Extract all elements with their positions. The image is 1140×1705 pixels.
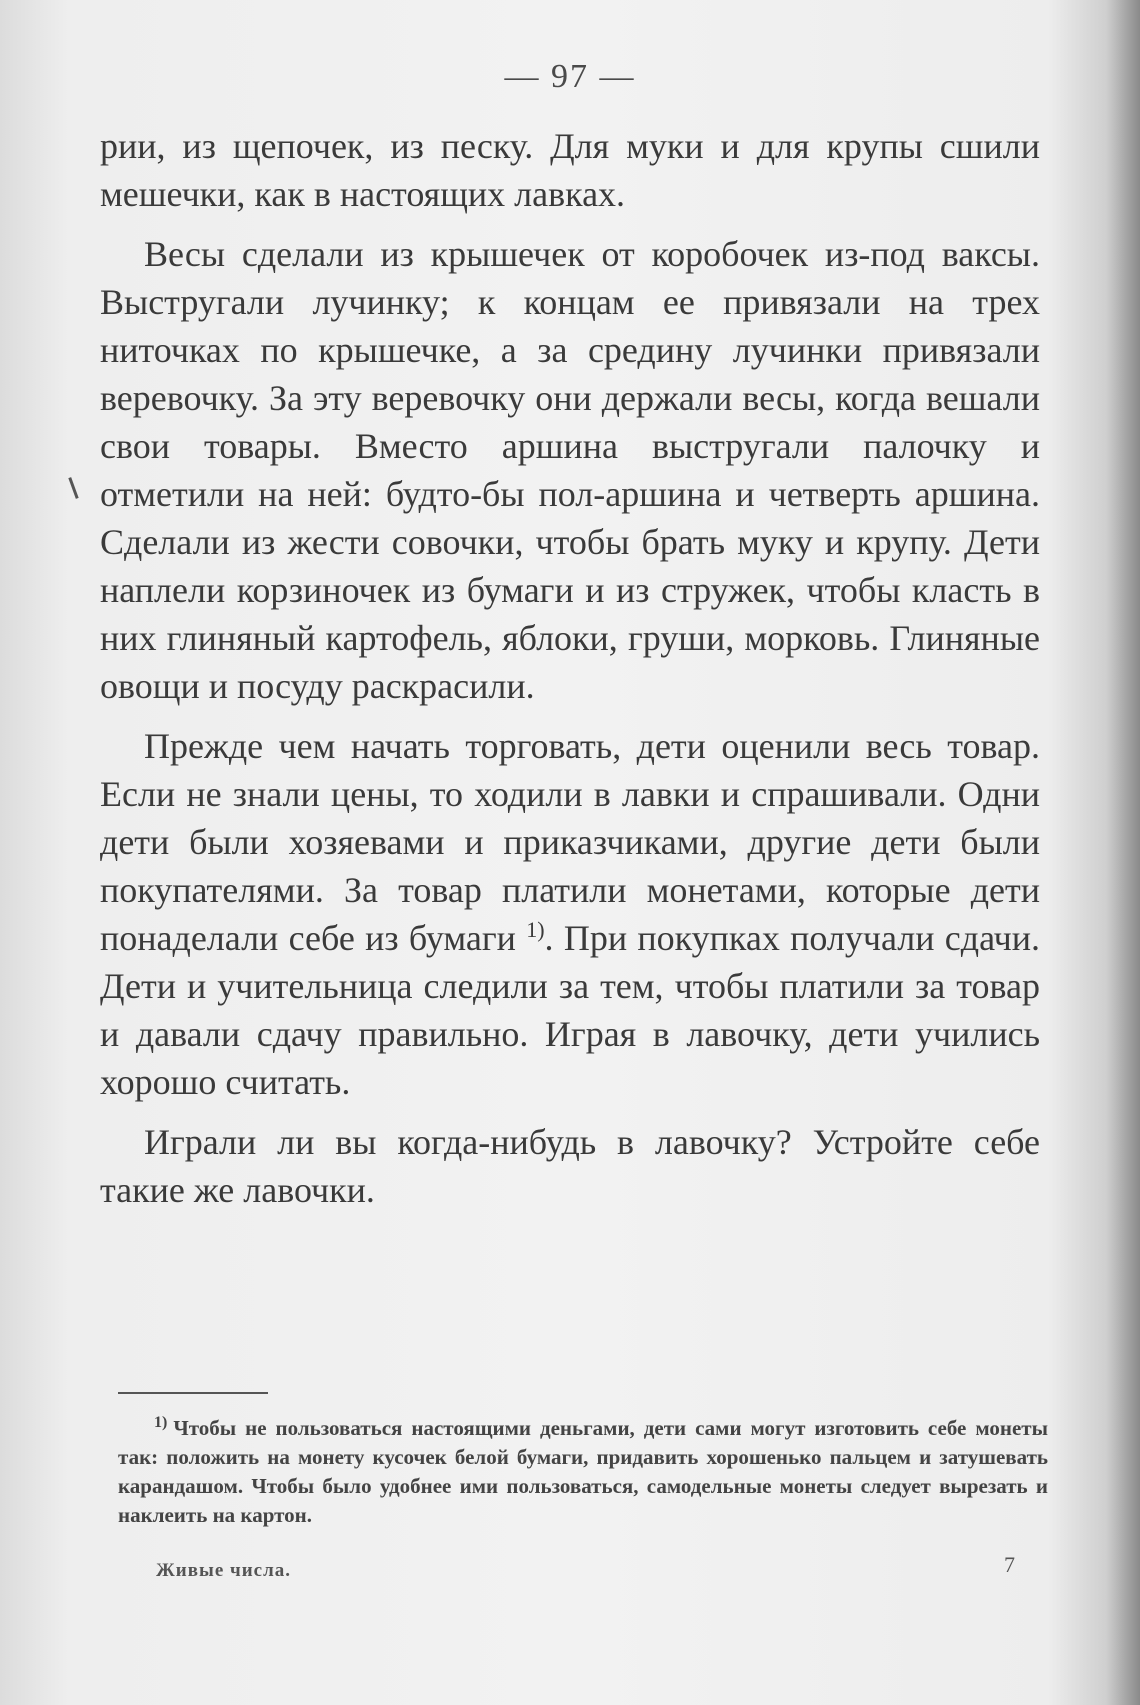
footnote-reference[interactable]: 1)	[526, 917, 545, 942]
footnote	[118, 1414, 1048, 1530]
print-mark	[68, 477, 78, 499]
paragraph-3-continuation: . При покупках получали сдачи. Дети и учительница следили за тем, чтобы платили за товар и давали сдачу правильно. Играя в лавочку, дети учились хорошо считать.	[100, 918, 1040, 1102]
sheet-number: 7	[1004, 1552, 1015, 1577]
paragraph-3-text: Прежде чем начать торговать, дети оценили весь товар. Если не знали цены, то ходили в лавки и спрашивали. Одни дети были хозяевами и приказчиками, другие дети были покупателями. За товар платили монетами, которые дети понаделали себе из бумаги	[100, 726, 1040, 958]
paragraph-2: Весы сделали из крышечек от коробочек из-под ваксы. Выстругали лучинку; к концам ее привязали на трех ниточках по крышечке, а за средину лучинки привязали веревочку. За эту веревочку они держали весы, когда вешали свои товары. Вместо аршина выстругали палочку и отметили на ней: будто-бы пол-аршина и четверть аршина. Сделали из жести совочки, чтобы брать муку и крупу. Дети наплели корзиночек из бумаги и из стружек, чтобы класть в них глиняный картофель, яблоки, груши, морковь. Глиняные овощи и посуду раскрасили.	[100, 234, 1040, 706]
footnote-rule	[118, 1392, 268, 1394]
paragraph-4: Играли ли вы когда-нибудь в лавочку? Устройте себе такие же лавочки.	[100, 1122, 1040, 1210]
signature-mark: Живые числа.	[156, 1560, 292, 1581]
paragraph-3	[100, 722, 1040, 1106]
footnote-text: Чтобы не пользоваться настоящими деньгами, дети сами могут изготовить себе монеты так: положить на монету кусочек белой бумаги, придавить хорошенько пальцем и затушевать карандашом. Чтобы было удобнее ими пользоваться, самодельные монеты следует вырезать и наклеить на картон.	[118, 1416, 1048, 1527]
page-number: — 97 —	[504, 58, 636, 95]
body-text	[100, 122, 1040, 1214]
paragraph-1: рии, из щепочек, из песку. Для муки и для крупы сшили мешечки, как в настоящих лавках.	[100, 126, 1040, 214]
footnote-number: 1)	[154, 1414, 168, 1431]
